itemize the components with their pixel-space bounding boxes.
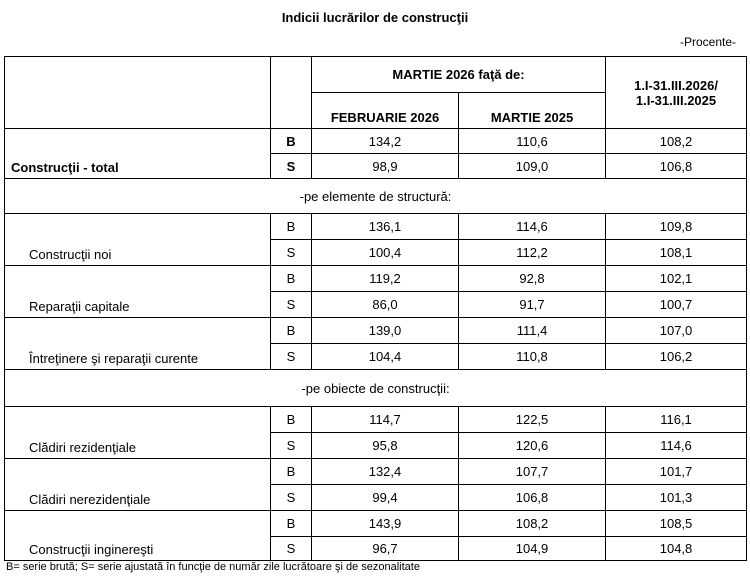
indices-table — [4, 56, 747, 561]
cell-value: 91,7 — [459, 292, 606, 318]
table-row — [5, 266, 747, 292]
header-col-feb: FEBRUARIE 2026 — [312, 93, 459, 129]
cell-value: 136,1 — [312, 214, 459, 240]
header-blank-label — [5, 57, 271, 129]
unit-label: -Procente- — [679, 35, 736, 49]
cell-value: 139,0 — [312, 318, 459, 344]
cell-value: 104,4 — [312, 344, 459, 370]
cell-value: 108,5 — [606, 511, 747, 537]
cell-value: 108,2 — [606, 129, 747, 154]
row-label: Construcţii inginereşti — [5, 511, 271, 561]
cell-value: 96,7 — [312, 537, 459, 561]
cell-value: 143,9 — [312, 511, 459, 537]
header-cumulative-line1: 1.I-31.III.2026/ — [634, 77, 718, 93]
cell-value: 92,8 — [459, 266, 606, 292]
header-group: MARTIE 2026 faţă de: — [312, 57, 606, 93]
cell-value: 108,1 — [606, 240, 747, 266]
table-row — [5, 214, 747, 240]
cell-value: 110,8 — [459, 344, 606, 370]
cell-value: 112,2 — [459, 240, 606, 266]
cell-value: 101,7 — [606, 459, 747, 485]
row-label: Clădiri rezidenţiale — [5, 407, 271, 459]
header-blank-series — [271, 57, 312, 129]
cell-value: 109,0 — [459, 154, 606, 179]
series-code: B — [271, 214, 312, 240]
table-row — [5, 129, 747, 154]
cell-value: 106,8 — [606, 154, 747, 179]
cell-value: 104,9 — [459, 537, 606, 561]
section-heading: -pe obiecte de construcţii: — [5, 370, 747, 407]
cell-value: 111,4 — [459, 318, 606, 344]
cell-value: 100,4 — [312, 240, 459, 266]
cell-value: 100,7 — [606, 292, 747, 318]
cell-value: 132,4 — [312, 459, 459, 485]
series-code: S — [271, 537, 312, 561]
cell-value: 120,6 — [459, 433, 606, 459]
cell-value: 102,1 — [606, 266, 747, 292]
series-code: S — [271, 154, 312, 179]
cell-value: 134,2 — [312, 129, 459, 154]
cell-value: 114,7 — [312, 407, 459, 433]
header-cumulative-line2: 1.I-31.III.2025 — [635, 92, 717, 108]
row-label: Reparaţii capitale — [5, 266, 271, 318]
cell-value: 95,8 — [312, 433, 459, 459]
cell-value: 108,2 — [459, 511, 606, 537]
row-label: Clădiri nerezidenţiale — [5, 459, 271, 511]
series-code: S — [271, 240, 312, 266]
table-row — [5, 511, 747, 537]
cell-value: 116,1 — [606, 407, 747, 433]
series-code: B — [271, 407, 312, 433]
row-label: Construcţii - total — [5, 129, 271, 179]
series-code: S — [271, 344, 312, 370]
cell-value: 101,3 — [606, 485, 747, 511]
series-code: S — [271, 485, 312, 511]
series-code: B — [271, 459, 312, 485]
cell-value: 104,8 — [606, 537, 747, 561]
cell-value: 86,0 — [312, 292, 459, 318]
cell-value: 119,2 — [312, 266, 459, 292]
cell-value: 107,7 — [459, 459, 606, 485]
table-row — [5, 407, 747, 433]
series-code: B — [271, 129, 312, 154]
row-label: Întreţinere şi reparaţii curente — [5, 318, 271, 370]
page-title: Indicii lucrărilor de construcţii — [281, 10, 469, 25]
table-row — [5, 318, 747, 344]
cell-value: 98,9 — [312, 154, 459, 179]
cell-value: 122,5 — [459, 407, 606, 433]
header-col-mar: MARTIE 2025 — [459, 93, 606, 129]
cell-value: 114,6 — [459, 214, 606, 240]
section-heading: -pe elemente de structură: — [5, 179, 747, 214]
series-code: B — [271, 511, 312, 537]
cell-value: 106,2 — [606, 344, 747, 370]
cell-value: 107,0 — [606, 318, 747, 344]
header-cumulative — [606, 57, 747, 129]
table-row — [5, 459, 747, 485]
cell-value: 110,6 — [459, 129, 606, 154]
series-code: B — [271, 266, 312, 292]
footnote: B= serie brută; S= serie ajustată în funcţie de număr zile lucrătoare şi de sezonalitate — [6, 561, 420, 573]
series-code: S — [271, 433, 312, 459]
series-code: S — [271, 292, 312, 318]
cell-value: 106,8 — [459, 485, 606, 511]
cell-value: 114,6 — [606, 433, 747, 459]
series-code: B — [271, 318, 312, 344]
row-label: Construcţii noi — [5, 214, 271, 266]
cell-value: 99,4 — [312, 485, 459, 511]
cell-value: 109,8 — [606, 214, 747, 240]
